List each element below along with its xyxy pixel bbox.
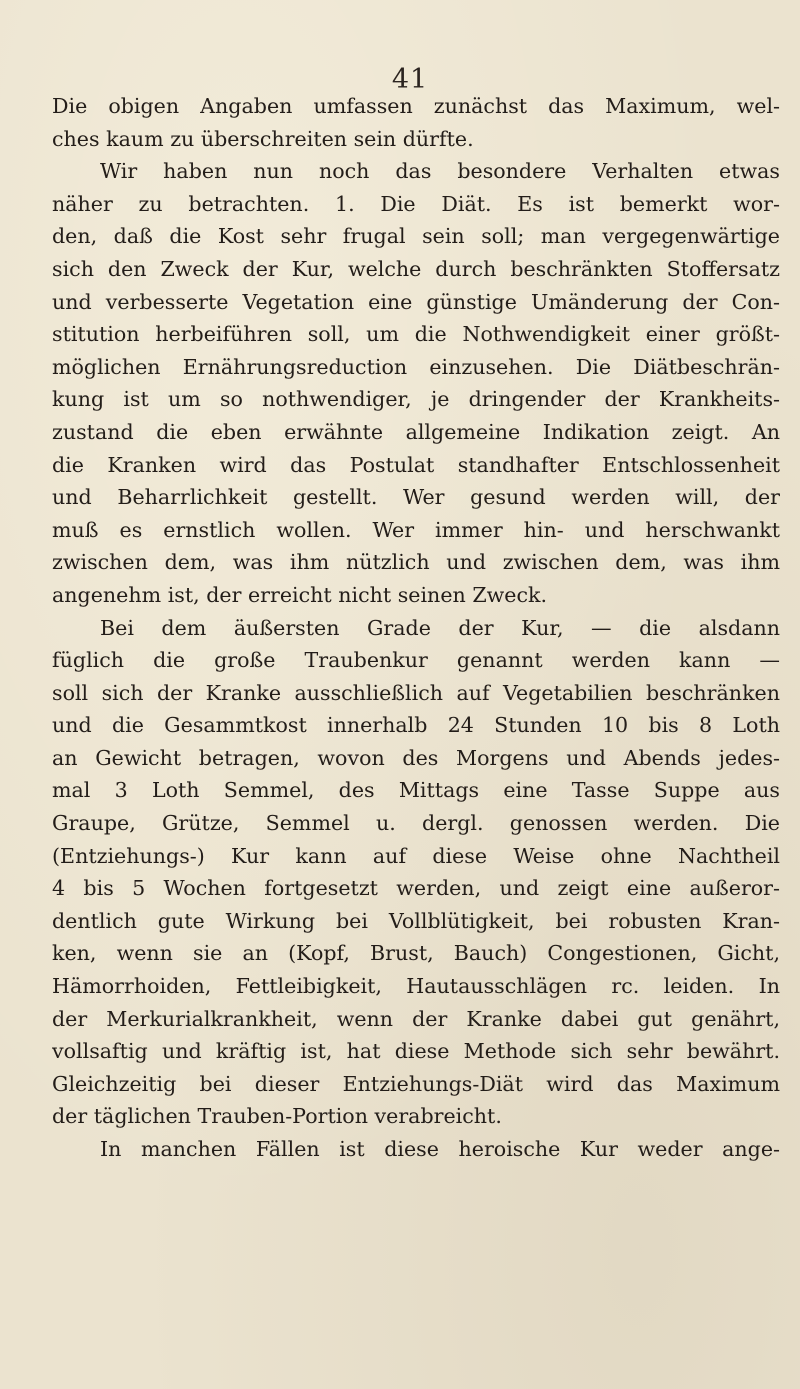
text-line: mal 3 Loth Semmel, des Mittags eine Tasse Suppe aus bbox=[52, 778, 780, 803]
text-line: Wir haben nun noch das besondere Verhalten etwas bbox=[100, 159, 780, 184]
text-line: möglichen Ernährungsreduction einzusehen. Die Diätbeschrän- bbox=[52, 354, 780, 379]
text-line: der täglichen Trauben-Portion verabreicht. bbox=[52, 1104, 502, 1129]
text-line: füglich die große Traubenkur genannt werden kann — bbox=[52, 648, 780, 673]
text-line: muß es ernstlich wollen. Wer immer hin- und herschwankt bbox=[52, 517, 780, 542]
text-line: zustand die eben erwähnte allgemeine Indikation zeigt. An bbox=[52, 419, 780, 444]
text-line: zwischen dem, was ihm nützlich und zwischen dem, was ihm bbox=[52, 550, 780, 575]
text-line: Hämorrhoiden, Fettleibigkeit, Hautausschlägen rc. leiden. In bbox=[52, 974, 780, 999]
text-line: näher zu betrachten. 1. Die Diät. Es ist bemerkt wor- bbox=[52, 191, 780, 216]
text-line: den, daß die Kost sehr frugal sein soll; man vergegenwärtige bbox=[52, 224, 780, 249]
text-line: ches kaum zu überschreiten sein dürfte. bbox=[52, 126, 474, 151]
text-line: der Merkurialkrankheit, wenn der Kranke dabei gut genährt, bbox=[52, 1006, 780, 1031]
text-line: ken, wenn sie an (Kopf, Brust, Bauch) Congestionen, Gicht, bbox=[52, 941, 780, 966]
page-number: 41 bbox=[391, 64, 429, 95]
text-line: Bei dem äußersten Grade der Kur, — die alsdann bbox=[100, 615, 780, 640]
text-line: und verbesserte Vegetation eine günstige Umänderung der Con- bbox=[52, 289, 780, 314]
text-line: die Kranken wird das Postulat standhafter Entschlossenheit bbox=[52, 452, 780, 477]
text-line: und Beharrlichkeit gestellt. Wer gesund werden will, der bbox=[52, 485, 780, 510]
text-line: Die obigen Angaben umfassen zunächst das Maximum, wel- bbox=[52, 94, 780, 118]
text-line: dentlich gute Wirkung bei Vollblütigkeit, bei robusten Kran- bbox=[52, 908, 780, 933]
body-text bbox=[52, 90, 780, 1166]
text-line: In manchen Fällen ist diese heroische Kur weder ange- bbox=[100, 1137, 780, 1161]
text-line: stitution herbeiführen soll, um die Nothwendigkeit einer größt- bbox=[52, 322, 780, 347]
text-line: sich den Zweck der Kur, welche durch beschränkten Stoffersatz bbox=[52, 256, 780, 281]
text-line: an Gewicht betragen, wovon des Morgens und Abends jedes- bbox=[52, 745, 780, 770]
text-line: soll sich der Kranke ausschließlich auf Vegetabilien beschränken bbox=[52, 680, 780, 705]
text-line: angenehm ist, der erreicht nicht seinen Zweck. bbox=[52, 582, 548, 607]
text-line: und die Gesammtkost innerhalb 24 Stunden 10 bis 8 Loth bbox=[52, 713, 780, 738]
text-line: Graupe, Grütze, Semmel u. dergl. genossen werden. Die bbox=[52, 811, 780, 836]
text-line: 4 bis 5 Wochen fortgesetzt werden, und zeigt eine außeror- bbox=[52, 876, 780, 901]
text-line: kung ist um so nothwendiger, je dringender der Krankheits- bbox=[52, 387, 780, 412]
text-line: (Entziehungs-) Kur kann auf diese Weise ohne Nachtheil bbox=[52, 843, 780, 868]
text-line: vollsaftig und kräftig ist, hat diese Methode sich sehr bewährt. bbox=[52, 1039, 780, 1064]
text-line: Gleichzeitig bei dieser Entziehungs-Diät wird das Maximum bbox=[52, 1071, 780, 1096]
